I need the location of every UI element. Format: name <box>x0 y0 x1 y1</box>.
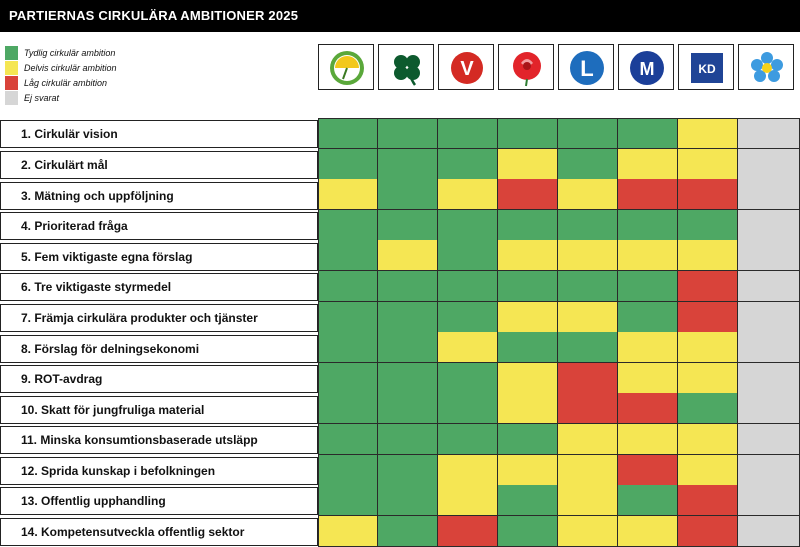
rating-cell-clear <box>558 271 618 302</box>
rating-cell-clear <box>318 455 378 486</box>
rating-cell-low <box>558 363 618 394</box>
rating-cell-clear <box>318 363 378 394</box>
rating-cell-clear <box>498 271 558 302</box>
rating-cell-partial <box>498 363 558 394</box>
rating-cell-clear <box>318 424 378 455</box>
social-democrats-rose-icon <box>499 45 555 91</box>
rating-cell-no-answer <box>738 332 800 363</box>
rating-cell-clear <box>498 118 558 149</box>
row-label: 6. Tre viktigaste styrmedel <box>0 273 318 301</box>
rating-cell-no-answer <box>738 424 800 455</box>
rating-cell-clear <box>318 210 378 241</box>
rating-cell-clear <box>618 302 678 333</box>
rating-cell-clear <box>318 393 378 424</box>
rating-cell-clear <box>378 363 438 394</box>
rating-cell-partial <box>678 149 738 180</box>
rating-cell-low <box>558 393 618 424</box>
rating-cell-no-answer <box>738 393 800 424</box>
rating-cell-clear <box>678 393 738 424</box>
rating-cell-partial <box>678 118 738 149</box>
rating-cell-partial <box>678 240 738 271</box>
rating-cell-partial <box>378 240 438 271</box>
legend-swatch-gray <box>5 91 18 105</box>
row-label: 5. Fem viktigaste egna förslag <box>0 243 318 271</box>
rating-cell-no-answer <box>738 485 800 516</box>
rating-cell-partial <box>558 424 618 455</box>
rating-cell-clear <box>378 393 438 424</box>
party-logo-moderates <box>618 44 674 90</box>
rating-cell-clear <box>378 271 438 302</box>
legend-swatch-yellow <box>5 61 18 75</box>
rating-cell-clear <box>378 424 438 455</box>
rating-cell-clear <box>378 302 438 333</box>
rating-cell-partial <box>558 455 618 486</box>
rating-cell-clear <box>618 271 678 302</box>
rating-cell-clear <box>318 485 378 516</box>
left-party-v-icon <box>439 45 495 91</box>
legend-swatch-green <box>5 46 18 60</box>
rating-cell-no-answer <box>738 363 800 394</box>
rating-cell-partial <box>438 332 498 363</box>
rating-cell-partial <box>618 332 678 363</box>
rating-cell-partial <box>498 240 558 271</box>
rating-cell-clear <box>318 118 378 149</box>
rating-cell-clear <box>498 485 558 516</box>
rating-cell-clear <box>318 149 378 180</box>
rating-cell-partial <box>558 240 618 271</box>
rating-cell-low <box>618 179 678 210</box>
rating-cell-partial <box>618 240 678 271</box>
rating-cell-partial <box>678 424 738 455</box>
rating-cell-no-answer <box>738 210 800 241</box>
rating-cell-partial <box>438 179 498 210</box>
rating-cell-low <box>618 455 678 486</box>
rating-cell-partial <box>498 455 558 486</box>
rating-cell-no-answer <box>738 271 800 302</box>
rating-cell-low <box>498 179 558 210</box>
row-label: 8. Förslag för delningsekonomi <box>0 335 318 363</box>
rating-cell-clear <box>378 332 438 363</box>
moderates-m-icon <box>619 45 675 91</box>
rating-cell-clear <box>438 240 498 271</box>
party-logo-sweden-democrats <box>738 44 794 90</box>
rating-cell-clear <box>618 118 678 149</box>
christian-democrats-letters: KD <box>698 62 716 76</box>
liberals-l-icon <box>559 45 615 91</box>
row-label: 10. Skatt för jungfruliga material <box>0 396 318 424</box>
rating-cell-partial <box>498 149 558 180</box>
rating-cell-clear <box>498 210 558 241</box>
rating-cell-clear <box>438 149 498 180</box>
sweden-democrats-flower-icon <box>739 45 795 91</box>
legend-label: Låg cirkulär ambition <box>24 78 108 88</box>
rating-cell-no-answer <box>738 240 800 271</box>
rating-cell-clear <box>438 302 498 333</box>
rating-cell-partial <box>558 179 618 210</box>
legend-label: Ej svarat <box>24 93 60 103</box>
rating-cell-no-answer <box>738 179 800 210</box>
rating-cell-clear <box>438 393 498 424</box>
legend-swatch-red <box>5 76 18 90</box>
party-logo-liberals <box>558 44 614 90</box>
rating-cell-clear <box>558 118 618 149</box>
rating-cell-clear <box>438 363 498 394</box>
liberals-letter: L <box>580 56 594 81</box>
rating-cell-clear <box>378 485 438 516</box>
party-logo-centre <box>378 44 434 90</box>
christian-democrats-kd-icon <box>679 45 735 91</box>
row-label: 2. Cirkulärt mål <box>0 151 318 179</box>
rating-cell-clear <box>378 118 438 149</box>
rating-cell-clear <box>498 332 558 363</box>
rating-cell-partial <box>678 332 738 363</box>
rating-cell-clear <box>318 332 378 363</box>
rating-cell-no-answer <box>738 118 800 149</box>
rating-cell-no-answer <box>738 149 800 180</box>
row-label: 14. Kompetensutveckla offentlig sektor <box>0 518 318 546</box>
row-label: 4. Prioriterad fråga <box>0 212 318 240</box>
party-logo-christian-democrats <box>678 44 734 90</box>
rating-cell-clear <box>318 271 378 302</box>
rating-cell-clear <box>618 210 678 241</box>
row-label: 12. Sprida kunskap i befolkningen <box>0 457 318 485</box>
left-party-letter: V <box>460 58 474 80</box>
rating-cell-partial <box>678 363 738 394</box>
rating-cell-low <box>678 179 738 210</box>
rating-cell-partial <box>558 302 618 333</box>
rating-cell-no-answer <box>738 455 800 486</box>
rating-cell-partial <box>618 149 678 180</box>
row-label: 7. Främja cirkulära produkter och tjänster <box>0 304 318 332</box>
row-label: 9. ROT-avdrag <box>0 365 318 393</box>
rating-cell-partial <box>438 485 498 516</box>
rating-cell-clear <box>678 210 738 241</box>
rating-cell-clear <box>498 424 558 455</box>
rating-cell-partial <box>558 485 618 516</box>
row-label: 3. Mätning och uppföljning <box>0 182 318 210</box>
rating-cell-clear <box>378 149 438 180</box>
rating-cell-clear <box>558 210 618 241</box>
row-label: 1. Cirkulär vision <box>0 120 318 148</box>
party-logo-green <box>318 44 374 90</box>
rating-cell-clear <box>378 210 438 241</box>
rating-cell-clear <box>438 271 498 302</box>
row-label: 13. Offentlig upphandling <box>0 487 318 515</box>
rating-cell-partial <box>618 424 678 455</box>
rating-cell-clear <box>378 455 438 486</box>
rating-cell-no-answer <box>738 302 800 333</box>
rating-cell-clear <box>558 332 618 363</box>
rating-cell-low <box>678 302 738 333</box>
row-label: 11. Minska konsumtionsbaserade utsläpp <box>0 426 318 454</box>
rating-cell-clear <box>558 149 618 180</box>
rating-cell-partial <box>618 363 678 394</box>
rating-cell-low <box>618 393 678 424</box>
rating-cell-partial <box>438 455 498 486</box>
party-logo-left <box>438 44 494 90</box>
centre-party-clover-icon <box>379 45 435 91</box>
moderates-letter: M <box>639 59 655 79</box>
rating-cell-clear <box>318 302 378 333</box>
rating-cell-partial <box>318 179 378 210</box>
rating-cell-partial <box>498 302 558 333</box>
rating-cell-partial <box>678 455 738 486</box>
rating-cell-clear <box>618 485 678 516</box>
rating-cell-clear <box>438 210 498 241</box>
legend-label: Tydlig cirkulär ambition <box>24 48 116 58</box>
chart-title: PARTIERNAS CIRKULÄRA AMBITIONER 2025 <box>0 0 800 32</box>
rating-cell-clear <box>378 179 438 210</box>
rating-cell-clear <box>318 240 378 271</box>
rating-cell-clear <box>438 424 498 455</box>
rating-cell-clear <box>438 118 498 149</box>
rating-cell-partial <box>498 393 558 424</box>
rating-cell-low <box>678 271 738 302</box>
party-logo-social-democrats <box>498 44 554 90</box>
legend-label: Delvis cirkulär ambition <box>24 63 117 73</box>
rating-cell-low <box>678 485 738 516</box>
green-party-dandelion-icon <box>319 45 375 91</box>
